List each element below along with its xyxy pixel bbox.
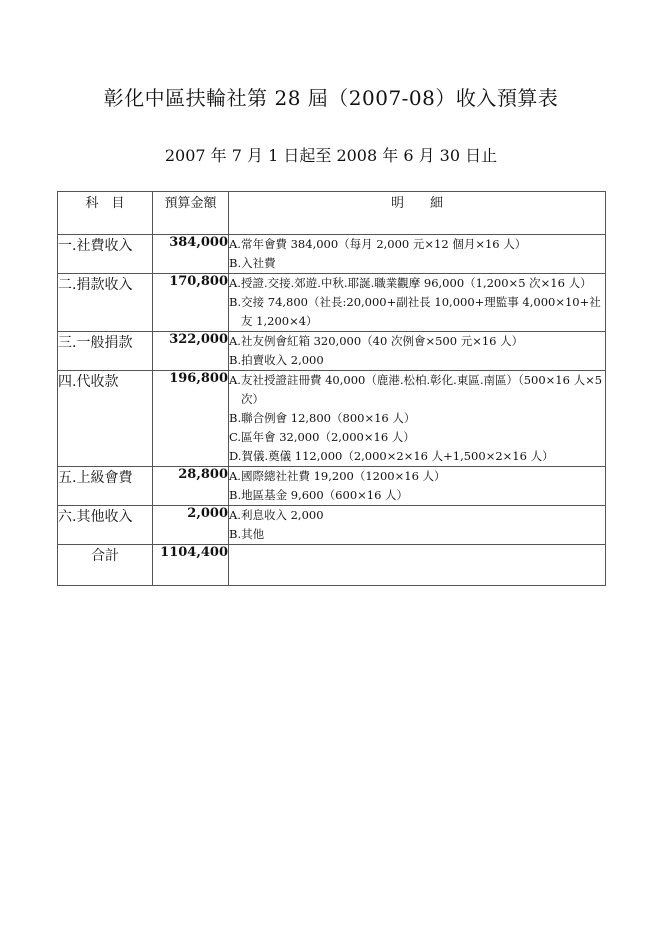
column-header-amount: 預算金額	[153, 192, 229, 235]
table-header-row	[58, 192, 606, 235]
table-row	[58, 371, 606, 467]
detail-line: D.賀儀.奠儀 112,000（2,000×2×16 人+1,500×2×16 人）	[229, 449, 554, 463]
detail-line: A.授證.交接.郊遊.中秋.耶誕.職業觀摩 96,000（1,200×5 次×16 人）	[229, 276, 592, 290]
detail-line: A.常年會費 384,000（每月 2,000 元×12 個月×16 人）	[229, 237, 527, 251]
total-label: 合計	[58, 545, 153, 586]
row-subject: 六.其他收入	[58, 506, 153, 545]
table-row	[58, 506, 606, 545]
detail-line: A.友社授證註冊費 40,000（鹿港.松柏.彰化.東區.南區）（500×16 人×5 次）	[229, 373, 603, 406]
table-row	[58, 467, 606, 506]
row-details	[229, 274, 606, 332]
detail-line: B.拍賣收入 2,000	[229, 353, 324, 367]
table-row	[58, 274, 606, 332]
detail-line: A.社友例會紅箱 320,000（40 次例會×500 元×16 人）	[229, 334, 524, 348]
row-subject: 五.上級會費	[58, 467, 153, 506]
column-header-subject: 科 目	[58, 192, 153, 235]
total-amount: 1104,400	[153, 545, 229, 586]
row-details	[229, 371, 606, 467]
row-amount: 2,000	[153, 506, 229, 545]
row-subject: 二.捐款收入	[58, 274, 153, 332]
row-subject: 一.社費收入	[58, 235, 153, 274]
row-subject: 三.一般捐款	[58, 332, 153, 371]
row-details	[229, 332, 606, 371]
row-amount: 196,800	[153, 371, 229, 467]
detail-line: C.區年會 32,000（2,000×16 人）	[229, 430, 415, 444]
table-row	[58, 332, 606, 371]
row-subject: 四.代收款	[58, 371, 153, 467]
row-amount: 384,000	[153, 235, 229, 274]
row-amount: 170,800	[153, 274, 229, 332]
row-details	[229, 506, 606, 545]
detail-line: B.聯合例會 12,800（800×16 人）	[229, 411, 416, 425]
total-detail-empty	[229, 545, 606, 586]
row-amount: 322,000	[153, 332, 229, 371]
detail-line: A.利息收入 2,000	[229, 508, 324, 522]
row-amount: 28,800	[153, 467, 229, 506]
row-details	[229, 235, 606, 274]
total-row	[58, 545, 606, 586]
page-title: 彰化中區扶輪社第 28 屆（2007-08）收入預算表	[103, 86, 559, 110]
table-row	[58, 235, 606, 274]
page-subtitle: 2007 年 7 月 1 日起至 2008 年 6 月 30 日止	[164, 146, 498, 165]
budget-table	[57, 191, 606, 586]
row-details	[229, 467, 606, 506]
detail-line: B.交接 74,800（社長:20,000+副社長 10,000+理監事 4,000×10+社友 1,200×4）	[229, 295, 601, 328]
detail-line: B.其他	[229, 527, 265, 541]
detail-line: B.地區基金 9,600（600×16 人）	[229, 488, 409, 502]
detail-line: B.入社費	[229, 256, 276, 270]
detail-line: A.國際總社社費 19,200（1200×16 人）	[229, 469, 446, 483]
column-header-detail: 明 細	[229, 192, 606, 235]
